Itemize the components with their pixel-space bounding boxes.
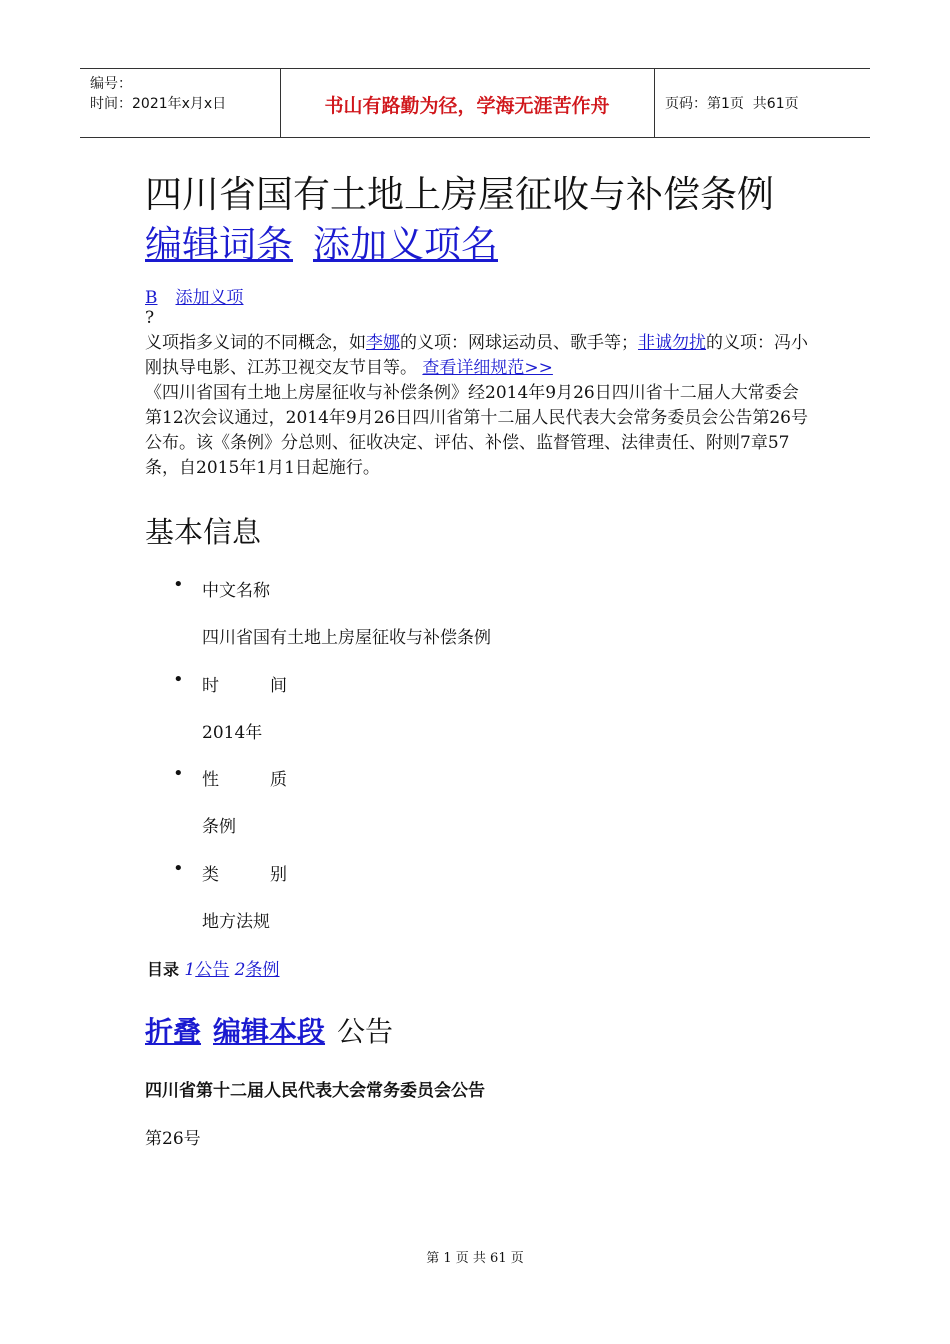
header-page-cell [654, 69, 871, 137]
fei-cheng-wu-rao-link[interactable]: 非诚勿扰 [638, 333, 706, 353]
add-meaning-row [145, 283, 244, 308]
bullet-icon: • [173, 763, 184, 784]
page-footer: 第 1 页 共 61 页 [426, 1251, 524, 1266]
add-meaning-name-link[interactable]: 添加义项名 [313, 223, 498, 266]
bullet-icon: • [173, 574, 184, 595]
summary-paragraph: 《四川省国有土地上房屋征收与补偿条例》经2014年9月26日四川省十二届人大常委会第12次会议通过，2014年9月26日四川省第十二届人民代表大会常务委员会公告第26号公布。该《条例》分总则、征收决定、评估、补偿、监督管理、法律责任、附则7章57条，自2015年1月1日起施行。 [145, 383, 808, 478]
header-meta-cell [80, 69, 281, 137]
edit-entry-link[interactable]: 编辑词条 [145, 223, 293, 266]
table-of-contents [147, 955, 279, 980]
document-header [80, 68, 870, 138]
section-heading [145, 1010, 393, 1050]
intro-text-3: 的义项：冯小刚执导电影、江苏卫视交友节目等。 [145, 333, 808, 378]
view-detailed-rules-link[interactable]: 查看详细规范>> [422, 358, 553, 378]
add-meaning-link[interactable]: 添加义项 [175, 288, 244, 308]
toc-label: 目录 [147, 960, 180, 979]
info-label: 中文名称 [202, 581, 270, 601]
edit-section-link[interactable]: 编辑本段 [213, 1015, 326, 1048]
info-value: 条例 [202, 817, 236, 837]
intro-text-2: 的义项：网球运动员、歌手等； [400, 333, 638, 353]
add-meaning-prefix[interactable]: B [145, 288, 158, 308]
li-na-link[interactable]: 李娜 [366, 333, 400, 353]
serial-label: 编号： [90, 76, 132, 92]
collapse-link[interactable]: 折叠 [145, 1015, 202, 1048]
header-motto-cell [280, 69, 654, 137]
toc-item-regulation[interactable]: 条例 [245, 960, 280, 980]
page-title: 四川省国有土地上房屋征收与补偿条例 [145, 173, 774, 216]
intro-text-1: 义项指多义词的不同概念，如 [145, 333, 366, 353]
announcement-title: 四川省第十二届人民代表大会常务委员会公告 [145, 1081, 485, 1101]
time-label: 时间：2021年x月x日 [90, 96, 227, 112]
toc-item-announcement[interactable]: 公告 [195, 960, 230, 980]
announcement-number: 第26号 [145, 1129, 201, 1149]
header-page-info: 页码：第1页 共61页 [665, 96, 799, 112]
toc-number: 1 [184, 960, 196, 980]
bullet-icon: • [173, 669, 184, 690]
info-label: 性 质 [202, 770, 287, 790]
info-value: 四川省国有土地上房屋征收与补偿条例 [202, 628, 491, 648]
basic-info-heading: 基本信息 [145, 515, 262, 549]
toc-number: 2 [234, 960, 246, 980]
info-label: 时 间 [202, 676, 287, 696]
info-label: 类 别 [202, 865, 287, 885]
info-value: 地方法规 [202, 912, 270, 932]
section-title: 公告 [337, 1015, 394, 1048]
title-links [145, 214, 498, 268]
meaning-explanation [145, 331, 810, 381]
info-value: 2014年 [202, 723, 263, 743]
bullet-icon: • [173, 858, 184, 879]
header-motto: 书山有路勤为径，学海无涯苦作舟 [324, 95, 610, 117]
help-icon[interactable]: ? [145, 308, 155, 328]
